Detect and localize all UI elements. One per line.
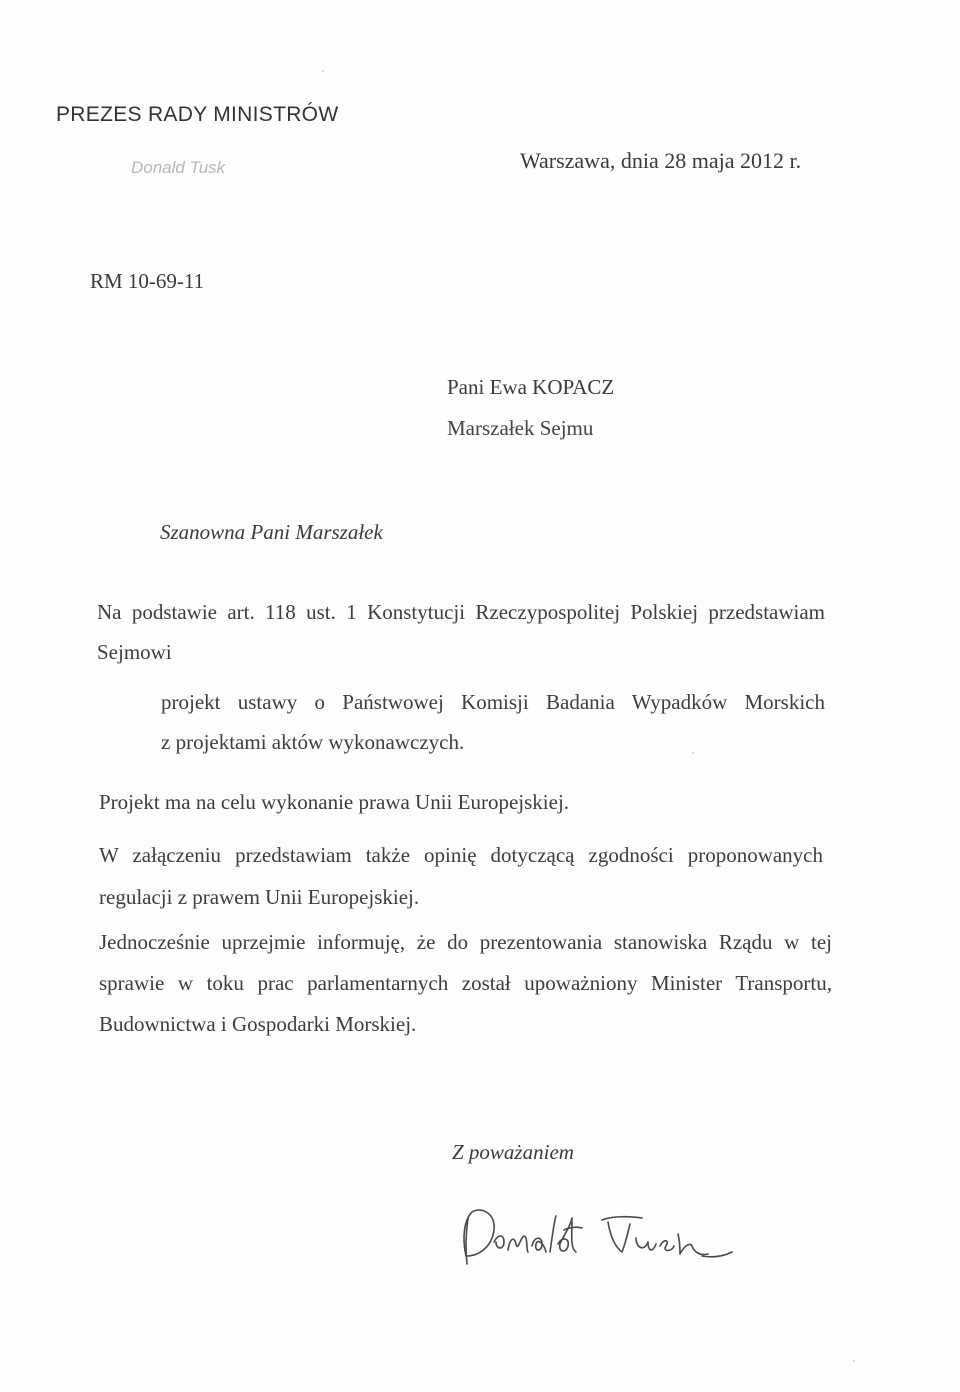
salutation: Szanowna Pani Marszałek — [160, 520, 383, 544]
scan-speck — [692, 752, 694, 754]
scan-speck — [853, 1360, 855, 1362]
body-paragraph-1-line-2: Sejmowi — [97, 640, 172, 664]
closing-phrase: Z poważaniem — [452, 1140, 574, 1164]
body-paragraph-1-line-1: Na podstawie art. 118 ust. 1 Konstytucji Rzeczypospolitej Polskiej przedstawiam — [97, 600, 825, 624]
body-paragraph-4-line-2: sprawie w toku prac parlamentarnych został upoważniony Minister Transportu, — [99, 971, 832, 995]
reference-number: RM 10-69-11 — [90, 269, 205, 293]
body-paragraph-4-line-3: Budownictwa i Gospodarki Morskiej. — [99, 1012, 417, 1036]
body-paragraph-3-line-1: W załączeniu przedstawiam także opinię dotyczącą zgodności proponowanych — [99, 843, 823, 867]
project-title-line-1: projekt ustawy o Państwowej Komisji Badania Wypadków Morskich — [161, 690, 825, 714]
date-line: Warszawa, dnia 28 maja 2012 r. — [520, 148, 802, 173]
recipient-name: Pani Ewa KOPACZ — [447, 375, 615, 399]
body-paragraph-4-line-1: Jednocześnie uprzejmie informuję, że do prezentowania stanowiska Rządu w tej — [99, 930, 832, 954]
recipient-title: Marszałek Sejmu — [447, 416, 594, 440]
signature-image — [452, 1198, 742, 1278]
author-name: Donald Tusk — [131, 158, 226, 177]
scan-speck — [322, 70, 324, 72]
project-title-line-2: z projektami aktów wykonawczych. — [161, 730, 465, 754]
body-paragraph-3-line-2: regulacji z prawem Unii Europejskiej. — [99, 885, 420, 909]
office-title: PREZES RADY MINISTRÓW — [56, 103, 339, 126]
body-paragraph-2: Projekt ma na celu wykonanie prawa Unii Europejskiej. — [99, 790, 570, 814]
